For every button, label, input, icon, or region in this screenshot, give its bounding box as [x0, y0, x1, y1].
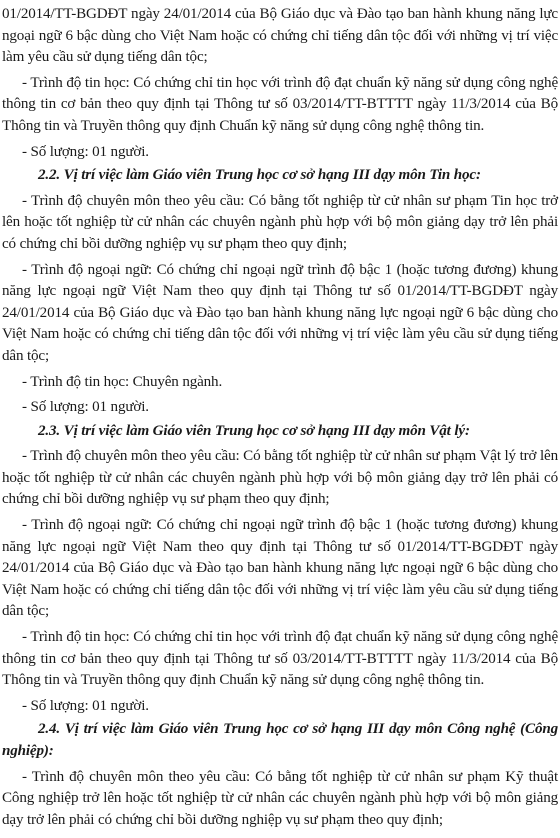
paragraph-professional-requirement: - Trình độ chuyên môn theo yêu cầu: Có bằng tốt nghiệp từ cử nhân sư phạm Vật lý trở lên hoặc tốt nghiệp từ cử nhân các chuyên ngành phù hợp với bộ môn giảng dạy trở lên phải có chứng chỉ bồi dưỡng nghiệp vụ sư phạm theo quy định;	[2, 448, 558, 508]
paragraph-quantity: - Số lượng: 01 người.	[22, 697, 149, 714]
section-heading-2-2: 2.2. Vị trí việc làm Giáo viên Trung học cơ sở hạng III dạy môn Tin học:	[38, 167, 481, 184]
paragraph-quantity: - Số lượng: 01 người.	[22, 399, 149, 416]
section-heading-2-3: 2.3. Vị trí việc làm Giáo viên Trung học cơ sở hạng III dạy môn Vật lý:	[38, 422, 470, 439]
paragraph-it-skills: - Trình độ tin học: Chuyên ngành.	[22, 373, 223, 390]
paragraph-foreign-language: - Trình độ ngoại ngữ: Có chứng chỉ ngoại ngữ trình độ bậc 1 (hoặc tương đương) khung năng lực ngoại ngữ Việt Nam theo quy định tại Thông tư số 01/2014/TT-BGDĐT ngày 24/01/2014 của Bộ Giáo dục và Đào tạo ban hành khung năng lực ngoại ngữ 6 bậc dùng cho Việt Nam hoặc có chứng chỉ tiếng dân tộc đối với những vị trí việc làm yêu cầu sử dụng tiếng dân tộc;	[2, 261, 558, 364]
paragraph-it-skills: - Trình độ tin học: Có chứng chỉ tin học với trình độ đạt chuẩn kỹ năng sử dụng công nghệ thông tin cơ bản theo quy định tại Thông tư số 03/2014/TT-BTTTT ngày 11/3/2014 của Bộ Thông tin và Truyền thông quy định Chuẩn kỹ năng sử dụng công nghệ thông tin.	[2, 74, 558, 134]
paragraph-it-skills: - Trình độ tin học: Có chứng chỉ tin học với trình độ đạt chuẩn kỹ năng sử dụng công nghệ thông tin cơ bản theo quy định tại Thông tư số 03/2014/TT-BTTTT ngày 11/3/2014 của Bộ Thông tin và Truyền thông quy định Chuẩn kỹ năng sử dụng công nghệ thông tin.	[2, 629, 558, 689]
paragraph-professional-requirement: - Trình độ chuyên môn theo yêu cầu: Có bằng tốt nghiệp từ cử nhân sư phạm Tin học trở lên hoặc tốt nghiệp từ cử nhân các chuyên ngành phù hợp với bộ môn giảng dạy trở lên phải có chứng chỉ bồi dưỡng nghiệp vụ sư phạm theo quy định;	[2, 192, 558, 252]
section-heading-2-4: 2.4. Vị trí việc làm Giáo viên Trung học cơ sở hạng III dạy môn Công nghệ (Công nghiệp):	[2, 721, 558, 759]
paragraph-quantity: - Số lượng: 01 người.	[22, 143, 149, 160]
paragraph-foreign-language: - Trình độ ngoại ngữ: Có chứng chỉ ngoại ngữ trình độ bậc 1 (hoặc tương đương) khung năng lực ngoại ngữ Việt Nam theo quy định tại Thông tư số 01/2014/TT-BGDĐT ngày 24/01/2014 của Bộ Giáo dục và Đào tạo ban hành khung năng lực ngoại ngữ 6 bậc dùng cho Việt Nam hoặc có chứng chỉ tiếng dân tộc đối với những vị trí việc làm yêu cầu sử dụng tiếng dân tộc;	[2, 517, 558, 620]
paragraph-foreign-language-continued: 01/2014/TT-BGDĐT ngày 24/01/2014 của Bộ Giáo dục và Đào tạo ban hành khung năng lực ngoại ngữ 6 bậc dùng cho Việt Nam hoặc có chứng chỉ tiếng dân tộc đối với những vị trí việc làm yêu cầu sử dụng tiếng dân tộc;	[2, 6, 558, 66]
paragraph-professional-requirement: - Trình độ chuyên môn theo yêu cầu: Có bằng tốt nghiệp từ cử nhân sư phạm Kỹ thuật Công nghiệp trở lên hoặc tốt nghiệp từ cử nhân các chuyên ngành phù hợp với bộ môn giảng dạy trở lên phải có chứng chỉ bồi dưỡng nghiệp vụ sư phạm theo quy định;	[2, 768, 558, 828]
